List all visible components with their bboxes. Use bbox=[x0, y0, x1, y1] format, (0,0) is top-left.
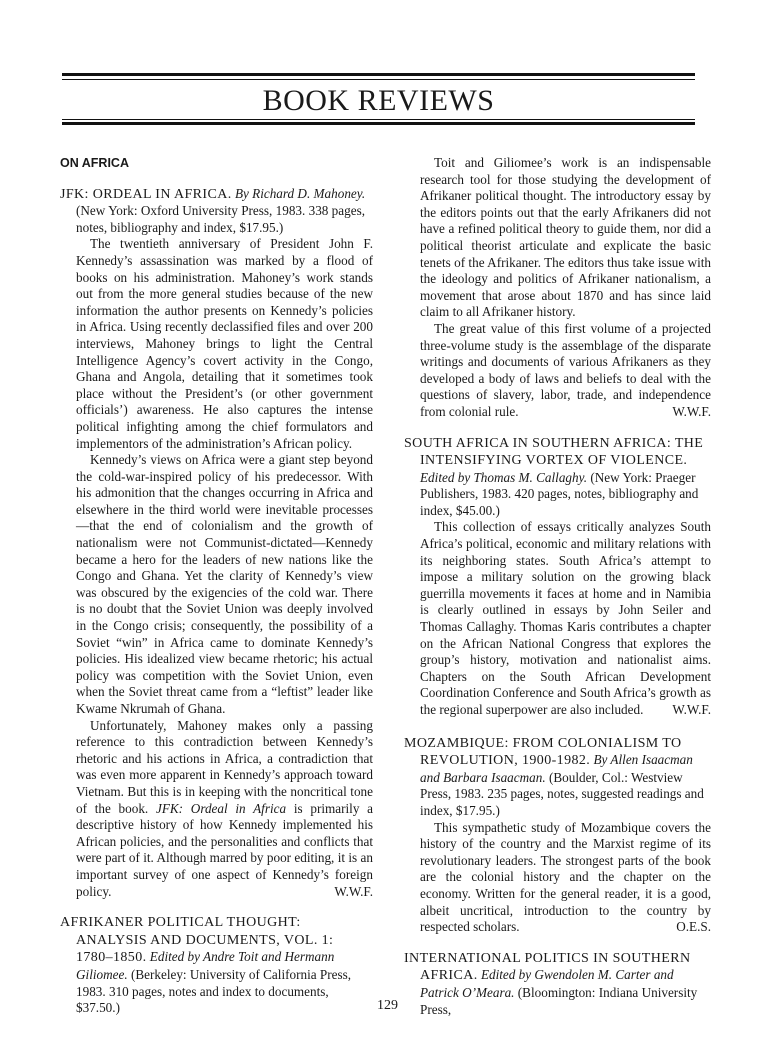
book-author: Edited by Andre Toit and Hermann Giliomee. bbox=[76, 949, 335, 982]
book-publication: (New York: Oxford University Press, 1983. 338 pages, notes, bibliography and index, $17.95.) bbox=[76, 203, 366, 235]
review-paragraph: This collection of essays critically analyzes South Africa’s political, economic and military relations with its neighboring states. South Africa’s attempt to impose a military solution on the growing black guerrilla movements it faces at home and in Namibia is clearly outlined in essays by John Seiler and Thomas Callaghy. Thomas Karis contributes a chapter on the African National Congress that explores the group’s history, motivation and nationalist aims. Chapters on the South African Development Coordination Conference and South Africa’s growth as the regional superpower are also included. W.W.F. bbox=[420, 519, 711, 717]
book-publication: (Bloomington: Indiana University Press, bbox=[420, 984, 698, 1017]
book-title: JFK: ORDEAL IN AFRICA. bbox=[60, 186, 232, 202]
review-body bbox=[404, 155, 711, 421]
review-citation bbox=[60, 186, 373, 237]
book-title: SOUTH AFRICA IN SOUTHERN AFRICA: THE INTENSIFYING VORTEX OF VIOLENCE. bbox=[404, 435, 704, 469]
book-title-inline: JFK: Ordeal in Africa bbox=[155, 800, 287, 816]
left-column bbox=[60, 155, 373, 1017]
book-title: MOZAMBIQUE: FROM COLONIALISM TO REVOLUTION, 1900-1982. bbox=[404, 735, 682, 769]
page-title: BOOK REVIEWS bbox=[262, 84, 495, 117]
book-publication: (New York: Praeger Publishers, 1983. 420 pages, notes, bibliography and index, $45.00.) bbox=[420, 469, 699, 518]
review-paragraph: The great value of this first volume of a projected three-volume study is the assemblage of the disparate writings and documents of various Afrikaners as they developed a body of laws and beliefs to deal with the questions of slavery, labor, trade, and independence from colonial rule. W.W.F. bbox=[420, 320, 711, 419]
book-title: AFRIKANER POLITICAL THOUGHT: ANALYSIS AND DOCUMENTS, VOL. 1: 1780–1850. bbox=[60, 915, 334, 966]
right-column bbox=[404, 155, 711, 1018]
reviewer-initials: O.E.S. bbox=[676, 919, 711, 935]
section-heading: ON AFRICA bbox=[60, 156, 129, 170]
header-rules-top bbox=[62, 73, 695, 83]
review-body bbox=[60, 236, 373, 900]
book-author: By Richard D. Mahoney. bbox=[234, 185, 366, 201]
page-number: 129 bbox=[377, 998, 398, 1013]
book-title: INTERNATIONAL POLITICS IN SOUTHERN AFRICA. bbox=[404, 950, 691, 984]
review-paragraph: This sympathetic study of Mozambique covers the history of the country and the Marxist regime of its revolutionary leaders. The strongest parts of the book are the colonial history and the chapter on the economy. Written for the general reader, it is a good, albeit uncritical, introduction to the country by respected scholars. O.E.S. bbox=[420, 819, 711, 935]
review-afrikaner-continued bbox=[404, 155, 711, 421]
review-body bbox=[404, 820, 711, 936]
book-author: Edited by Thomas M. Callaghy. bbox=[420, 469, 588, 485]
review-paragraph: Kennedy’s views on Africa were a giant step beyond the cold-war-inspired policy of his predecessor. With his admonition that the changes occurring in Africa and elsewhere in the third world were inevitable processes—that the end of colonialism and the growth of nationalism were not Communist-dictated—Kennedy became a hero for the leaders of new nations like the Congo and Ghana. Yet the clarity of Kennedy’s view was obscured by the exigencies of the cold war. There is no doubt that the Soviet Union was deeply involved in the Congo crisis; consequently, the possibility of a Soviet “win” in Africa came to dominate Kennedy’s policies. His idealized view became rhetoric; his actual policy was competition with the Soviet Union, even when the Soviet threat came from a “leftist” leader like Kwame Nkrumah of Ghana. bbox=[76, 452, 373, 716]
review-mozambique bbox=[404, 735, 711, 936]
header-rules-bottom bbox=[62, 119, 695, 129]
review-jfk bbox=[60, 186, 373, 901]
book-author: By Allen Isaacman and Barbara Isaacman. bbox=[420, 752, 693, 785]
book-author: Edited by Gwendolen M. Carter and Patrick O’Meara. bbox=[420, 967, 674, 1000]
review-paragraph: Unfortunately, Mahoney makes only a passing reference to this contradiction between Kennedy’s rhetoric and his actions in Africa, a contradiction that was even more apparent in Kennedy’s approach toward Vietnam. But this is in keeping with the noncritical tone of the book. JFK: Ordeal in Africa is primarily a descriptive history of how Kennedy implemented his African policies, and the personalities and conflicts that were part of it. Although marred by poor editing, it is an important survey of one aspect of Kennedy’s foreign policy. W.W.F. bbox=[76, 717, 374, 899]
review-body bbox=[404, 519, 711, 718]
review-paragraph: Toit and Giliomee’s work is an indispensable research tool for those studying the development of Afrikaner political thought. The introductory essay by the editors points out that the early Afrikaners did not have a refined political theory to guide them, nor did a political theorist articulate and explicate the basic tenets of the Afrikaner. The editors thus take issue with the ideology and politics of Afrikaner nationalism, a movement that arose about 1870 and has since laid claim to all Afrikaner history. bbox=[420, 155, 711, 320]
review-south-africa bbox=[404, 435, 711, 719]
review-citation bbox=[404, 435, 711, 520]
reviewer-initials: W.W.F. bbox=[672, 403, 711, 419]
book-publication: (Berkeley: University of California Press, 1983. 310 pages, notes and index to documents, $37.50.) bbox=[76, 966, 352, 1016]
review-citation bbox=[404, 735, 711, 820]
reviewer-initials: W.W.F. bbox=[672, 702, 711, 717]
book-publication: (Boulder, Col.: Westview Press, 1983. 235 pages, notes, suggested readings and index, $17.95.) bbox=[420, 769, 704, 818]
review-paragraph: The twentieth anniversary of President John F. Kennedy’s assassination was marked by a flood of books on his administration. Mahoney’s work stands out from the more general studies because of the new information the author presents on Kennedy’s policies in Africa. Using recently declassified files and over 200 interviews, Mahoney brings to light the Central Intelligence Agency’s covert activity in the Congo, Ghana and Angola, detailing that it sometimes took place without the President’s (or other government officials’) awareness. He also captures the intense political infighting among the chief formulators and implementors of the administration’s African policy. bbox=[76, 236, 373, 451]
reviewer-initials: W.W.F. bbox=[334, 883, 373, 899]
